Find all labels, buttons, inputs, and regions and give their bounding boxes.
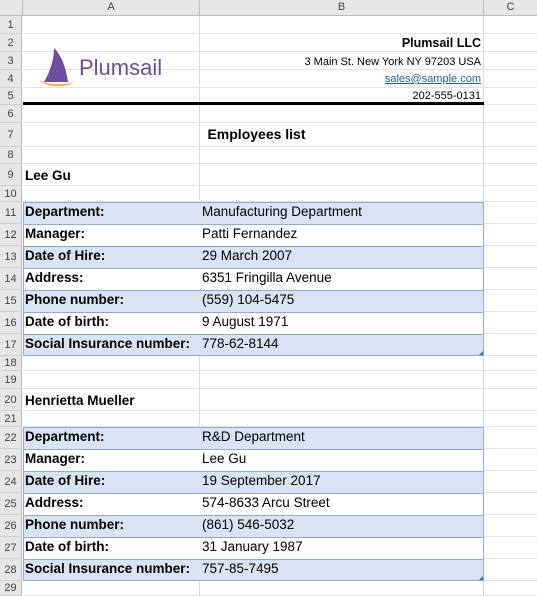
- row-header[interactable]: 3: [0, 52, 22, 70]
- field-value[interactable]: 9 August 1971: [202, 314, 289, 329]
- select-all-corner[interactable]: [0, 0, 23, 15]
- page-title: Employees list: [207, 126, 306, 142]
- field-label: Phone number:: [25, 517, 125, 532]
- field-value[interactable]: (861) 546-5032: [202, 517, 295, 532]
- row-header[interactable]: 16: [0, 312, 22, 334]
- field-value[interactable]: 778-62-8144: [202, 336, 279, 351]
- column-header-a[interactable]: A: [23, 0, 200, 15]
- field-label: Address:: [25, 270, 84, 285]
- gridline: [23, 388, 537, 389]
- field-value[interactable]: 574-8633 Arcu Street: [202, 495, 330, 510]
- row-header[interactable]: 17: [0, 334, 22, 356]
- row-header[interactable]: 10: [0, 186, 22, 202]
- row-header[interactable]: 26: [0, 515, 22, 537]
- company-name: Plumsail LLC: [401, 36, 481, 50]
- row-header[interactable]: 24: [0, 471, 22, 493]
- gridline: [23, 410, 537, 411]
- field-value[interactable]: 29 March 2007: [202, 248, 293, 263]
- row-header[interactable]: 14: [0, 268, 22, 290]
- field-label: Date of Hire:: [25, 248, 106, 263]
- row-header[interactable]: 25: [0, 493, 22, 515]
- field-value[interactable]: (559) 104-5475: [202, 292, 295, 307]
- field-label: Department:: [25, 204, 105, 219]
- gridline: [23, 163, 537, 164]
- field-value[interactable]: 6351 Fringilla Avenue: [202, 270, 332, 285]
- field-value[interactable]: 757-85-7495: [202, 561, 279, 576]
- field-label: Date of birth:: [25, 314, 109, 329]
- row-header[interactable]: 1: [0, 16, 22, 34]
- row-header[interactable]: 23: [0, 449, 22, 471]
- row-header[interactable]: 13: [0, 246, 22, 268]
- field-label: Manager:: [25, 451, 86, 466]
- field-label: Phone number:: [25, 292, 125, 307]
- row-header[interactable]: 22: [0, 427, 22, 449]
- logo-sail-purple-icon: [44, 48, 68, 82]
- row-header[interactable]: 9: [0, 164, 22, 186]
- gridline: [23, 33, 537, 34]
- row-header[interactable]: 28: [0, 559, 22, 581]
- table-resize-handle-icon[interactable]: [479, 351, 483, 355]
- row-header[interactable]: 6: [0, 105, 22, 123]
- logo-text: Plumsail: [79, 55, 163, 80]
- column-header-b[interactable]: B: [200, 0, 484, 15]
- row-header[interactable]: 4: [0, 70, 22, 88]
- field-label: Address:: [25, 495, 84, 510]
- column-header-bar: [0, 0, 537, 16]
- gridline: [23, 370, 537, 371]
- field-label: Date of birth:: [25, 539, 109, 554]
- gridline: [23, 122, 537, 123]
- employee-name: Lee Gu: [25, 168, 71, 183]
- row-header[interactable]: 11: [0, 202, 22, 224]
- row-header[interactable]: 21: [0, 411, 22, 427]
- gridline: [23, 185, 537, 186]
- field-value[interactable]: R&D Department: [202, 429, 305, 444]
- row-header[interactable]: 29: [0, 581, 22, 596]
- row-header[interactable]: 18: [0, 356, 22, 371]
- row-header[interactable]: 20: [0, 389, 22, 411]
- row-header[interactable]: 27: [0, 537, 22, 559]
- field-value[interactable]: Manufacturing Department: [202, 204, 362, 219]
- field-value[interactable]: 19 September 2017: [202, 473, 321, 488]
- row-header[interactable]: 2: [0, 34, 22, 52]
- company-phone: 202-555-0131: [412, 90, 481, 102]
- row-header[interactable]: 7: [0, 123, 22, 147]
- field-value[interactable]: Patti Fernandez: [202, 226, 298, 241]
- field-label: Social Insurance number:: [25, 336, 191, 351]
- field-label: Manager:: [25, 226, 86, 241]
- field-label: Social Insurance number:: [25, 561, 191, 576]
- gridline: [23, 146, 537, 147]
- row-header[interactable]: 8: [0, 147, 22, 164]
- table-resize-handle-icon[interactable]: [479, 576, 483, 580]
- header-divider: [23, 102, 484, 105]
- employee-name: Henrietta Mueller: [25, 393, 135, 408]
- field-label: Date of Hire:: [25, 473, 106, 488]
- field-label: Department:: [25, 429, 105, 444]
- row-header[interactable]: 19: [0, 371, 22, 389]
- row-header[interactable]: 5: [0, 88, 22, 105]
- field-row: [23, 449, 484, 471]
- company-address: 3 Main St. New York NY 97203 USA: [304, 56, 481, 68]
- field-value[interactable]: Lee Gu: [202, 451, 247, 466]
- row-header[interactable]: 12: [0, 224, 22, 246]
- row-header[interactable]: 15: [0, 290, 22, 312]
- column-header-c[interactable]: C: [506, 1, 515, 13]
- field-value[interactable]: 31 January 1987: [202, 539, 303, 554]
- company-email-link[interactable]: sales@sample.com: [384, 73, 481, 85]
